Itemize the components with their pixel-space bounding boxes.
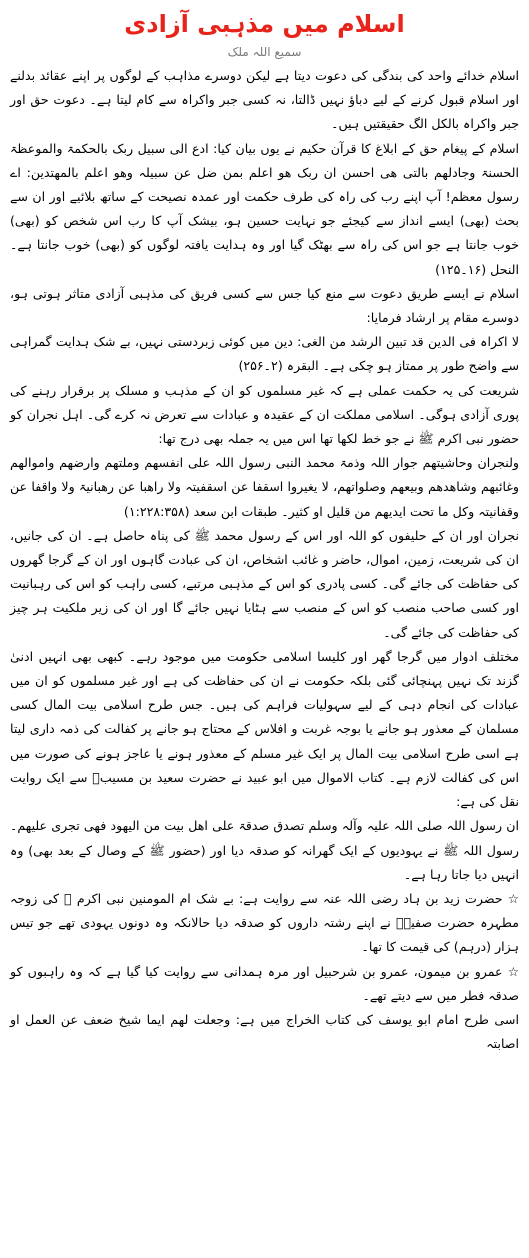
paragraph-sharia-policy: شریعت کی یہ حکمت عملی ہے کہ غیر مسلموں کو ان کے مذہب و مسلک پر برقرار رہنے کی پوری آزادی ہوگی۔ اسلامی مملکت ان کے عقیدہ و عبادات سے تعرض نہ کرے گی۔ اہل نجران کو حضور نبی اکرم ﷺ نے جو خط لکھا تھا اس میں یہ جملہ بھی درج تھا: bbox=[10, 382, 519, 447]
paragraph-churches-and-welfare: مختلف ادوار میں گرجا گھر اور کلیسا اسلامی حکومت میں موجود رہے۔ کبھی بھی انہیں ادنیٰ گزند تک نہیں پہنچائی گئی بلکہ حکومت نے ان کی حفاظت کی ہے اور غیر مسلموں کو ان میں عبادات کی انجام دہی کے لیے سہولیات فراہم کی ہیں۔ جس طرح اسلامی بیت المال کسی مسلمان کے معذور ہو جانے یا بوجہ غربت و افلاس کے محتاج ہو جانے پر کفالت کی ذمہ داری لیتا ہے اسی طرح اسلامی بیت المال پر ایک غیر مسلم کے معذور ہونے یا عاجز ہونے کی صورت میں اس کی کفالت لازم ہے۔ کتاب الاموال میں ابو عبید نے حضرت سعید بن مسیبؓ سے ایک روایت نقل کی ہے: bbox=[10, 648, 519, 810]
paragraph-safiyya-narration: ☆ حضرت زید بن ہاد رضی اللہ عنہ سے روایت ہے: بے شک ام المومنین نبی اکرم ﷺ کی زوجہ مطہرہ حضرت صفیہؓ نے اپنے رشتہ داروں کو صدقہ دیا حالانکہ وہ دونوں یہودی تھے جو تیس ہزار (درہم) کی قیمت کا تھا۔ bbox=[10, 890, 519, 955]
paragraph-quran-verse: اسلام کے پیغام حق کے ابلاغ کا قرآن حکیم نے یوں بیان کیا: ادع الی سبیل ربک بالحکمۃ والموعظۃ الحسنۃ وجادلھم بالتی ھی احسن ان ربک ھو اعلم بمن ضل عن سبیلہ وھو اعلم بالمھتدین: اے رسول معظم! آپ اپنے رب کی راہ کی طرف حکمت اور عمدہ نصیحت کے ساتھ بلائیے اور ان سے بحث (بھی) ایسے انداز سے کیجئے جو نہایت حسین ہو، بیشک آپ کا رب اس شخص کو (بھی) خوب جانتا ہے جو اس کی راہ سے بھٹک گیا اور وہ ہدایت یافتہ لوگوں کو (بھی) خوب جانتا ہے۔ النحل (۱۶۔۱۲۵) bbox=[10, 140, 519, 277]
paragraph-no-coercion-intro: اسلام نے ایسے طریق دعوت سے منع کیا جس سے کسی فریق کی مذہبی آزادی متاثر ہوتی ہو، دوسرے مقام پر ارشاد فرمایا: bbox=[10, 285, 519, 326]
paragraph-intro: اسلام خدائے واحد کی بندگی کی دعوت دیتا ہے لیکن دوسرے مذاہب کے لوگوں پر اپنے عقائد بدلنے اور اسلام قبول کرنے کے لیے دباؤ نہیں ڈالتا، نہ کسی جبر واکراہ سے کام لیتا ہے۔ دعوت حق اور جبر واکراہ بالکل الگ حقیقتیں ہیں۔ bbox=[10, 68, 519, 132]
paragraph-kitab-al-kharaj: اسی طرح امام ابو یوسف کی کتاب الخراج میں ہے: وجعلت لھم ایما شیخ ضعف عن العمل او اصابتہ bbox=[10, 1011, 519, 1052]
paragraph-hadith-sadaqa: ان رسول اللہ صلی اللہ علیہ وآلہ وسلم تصدق صدقۃ علی اھل بیت من الیھود فھی تجری علیھم۔ رسول اللہ ﷺ نے یہودیوں کے ایک گھرانہ کو صدقہ دیا اور (حضور ﷺ کے وصال کے بعد بھی) وہ انہیں دیا جاتا رہا ہے۔ bbox=[10, 818, 519, 882]
paragraph-najran-letter-arabic: ولنجران وحاشیتھم جوار اللہ وذمۃ محمد النبی رسول اللہ علی انفسھم وملتھم وارضھم واموالھم وغائبھم وشاھدھم وبیعھم وصلواتھم، لا یغیروا اسقفا عن اسقفیتہ ولا راھبا عن رھبانیۃ ولا واقفا عن وقفانیتہ وکل ما تحت ایدیھم من قلیل او کثیر۔ طبقات ابن سعد (۱:۲۲۸:۳۵۸) bbox=[10, 455, 519, 519]
paragraph-amr-narration: ☆ عمرو بن میمون، عمرو بن شرحبیل اور مرہ ہمدانی سے روایت کیا گیا ہے کہ وہ راہبوں کو صدقہ فطر میں سے دیتے تھے۔ bbox=[10, 963, 519, 1003]
article-title: اسلام میں مذہبی آزادی bbox=[124, 10, 405, 38]
paragraph-baqarah-verse: لا اکراہ فی الدین قد تبین الرشد من الغی: دین میں کوئی زبردستی نہیں، بے شک ہدایت گمراہی سے واضح طور پر ممتاز ہو چکی ہے۔ البقرہ (۲۔۲۵۶) bbox=[10, 334, 519, 374]
paragraph-najran-translation: نجران اور ان کے حلیفوں کو اللہ اور اس کے رسول محمد ﷺ کی پناہ حاصل ہے۔ ان کی جانیں، ان کی شریعت، زمین، اموال، حاضر و غائب اشخاص، ان کی عبادت گاہوں اور ان کے گرجا گھروں کی حفاظت کی جائے گی۔ کسی پادری کو اس کے مذہبی مرتبے، کسی راہب کو اس کی رہبانیت اور کسی صاحب منصب کو اس کے منصب سے ہٹایا نہیں جائے گا اور ان کی زیر ملکیت ہر چیز کی حفاظت کی جائے گی۔ bbox=[10, 527, 519, 640]
article-author: سمیع اللہ ملک bbox=[227, 45, 302, 59]
